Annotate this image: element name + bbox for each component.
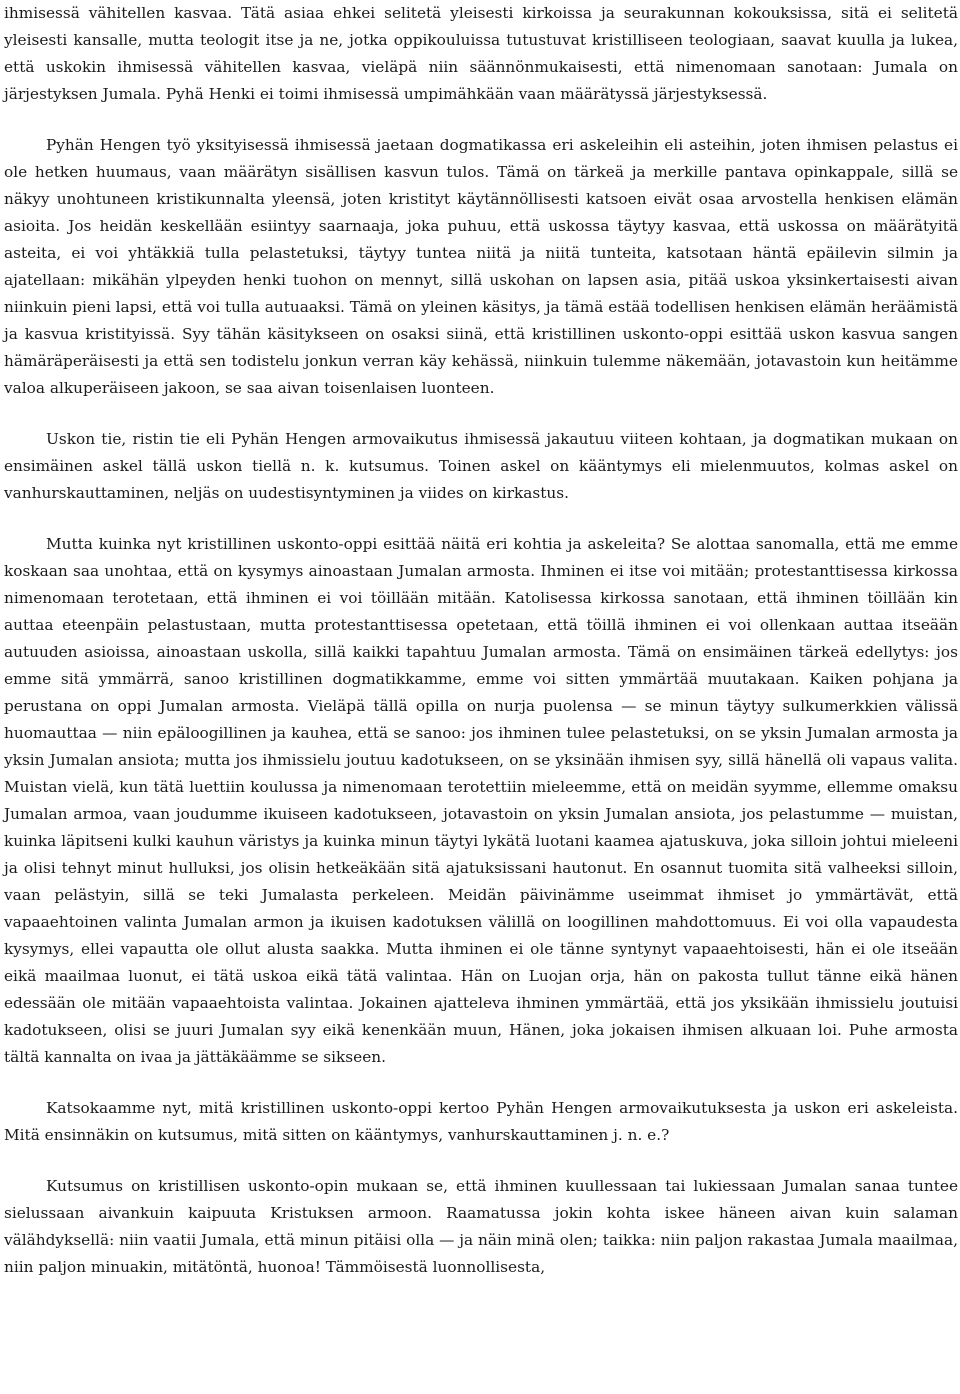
paragraph-gap: [4, 402, 958, 426]
document-page: [4, 0, 958, 1281]
paragraph-gap: [4, 108, 958, 132]
paragraph-gap: [4, 507, 958, 531]
paragraph-gap: [4, 1149, 958, 1173]
paragraph-calling: Kutsumus on kristillisen uskonto-opin mukaan se, että ihminen kuullessaan tai lukiessaan Jumalan sanaa tuntee sielussaan aivankuin kaipuuta Kristuksen armoon. Raamatussa jokin kohta iskee häneen aivan kuin salaman välähdyksellä: niin vaatii Jumala, että minun pitäisi olla — ja näin minä olen; taikka: niin paljon rakastaa Jumala maailmaa, niin paljon minuakin, mitätöntä, huonoa! Tämmöisestä luonnollisesta,: [4, 1177, 959, 1276]
paragraph-holy-spirit-work: Pyhän Hengen työ yksityisessä ihmisessä jaetaan dogmatikassa eri askeleihin eli asteihin, joten ihmisen pelastus ei ole hetken huumaus, vaan määrätyn sisällisen kasvun tulos. Tämä on tärkeä ja merkille pantava opinkappale, sillä se näkyy unohtuneen kristikunnalta yleensä, joten kristityt käytännöllisesti katsoen eivät osaa arvostella henkisen elämän asioita. Jos heidän keskellään esiintyy saarnaaja, joka puhuu, että uskossa täytyy kasvaa, että uskossa on määrätyitä asteita, ei voi yhtäkkiä tulla pelastetuksi, täytyy tuntea niitä ja niitä tunteita, katsotaan häntä epäilevin silmin ja ajatellaan: mikähän ylpeyden henki tuohon on mennyt, sillä uskohan on lapsen asia, pitää uskoa yksinkertaisesti aivan niinkuin pieni lapsi, että voi tulla autuaaksi. Tämä on yleinen käsitys, ja tämä estää todellisen henkisen elämän heräämistä ja kasvua kristityissä. Syy tähän käsitykseen on osaksi siinä, että kristillinen uskonto-oppi esittää uskon kasvua sangen hämäräperäisesti ja että sen todistelu jonkun verran käy kehässä, niinkuin tulemme näkemään, jotavastoin kun heitämme valoa alkuperäiseen jakoon, se saa aivan toisenlaisen luonteen.: [4, 136, 958, 397]
paragraph-continuation: ihmisessä vähitellen kasvaa. Tätä asiaa ehkei selitetä yleisesti kirkoissa ja seurakunnan kokouksissa, sitä ei selitetä yleisesti kansalle, mutta teologit itse ja ne, jotka oppikouluissa tutustuvat kristilliseen teologiaan, saavat kuulla ja lukea, että uskokin ihmisessä vähitellen kasvaa, vieläpä niin säännönmukaisesti, että nimenomaan sanotaan: Jumala on järjestyksen Jumala. Pyhä Henki ei toimi ihmisessä umpimähkään vaan määrätyssä järjestyksessä.: [4, 4, 958, 103]
paragraph-path-of-faith: Uskon tie, ristin tie eli Pyhän Hengen armovaikutus ihmisessä jakautuu viiteen kohtaan, ja dogmatikan mukaan on ensimäinen askel tällä uskon tiellä n. k. kutsumus. Toinen askel on kääntymys eli mielenmuutos, kolmas askel on vanhurskauttaminen, neljäs on uudestisyntyminen ja viides on kirkastus.: [4, 430, 958, 502]
paragraph-grace-doctrine: Mutta kuinka nyt kristillinen uskonto-oppi esittää näitä eri kohtia ja askeleita? Se alottaa sanomalla, että me emme koskaan saa unohtaa, että on kysymys ainoastaan Jumalan armosta. Ihminen ei itse voi mitään; protestanttisessa kirkossa nimenomaan terotetaan, että ihminen ei voi töillään mitään. Katolisessa kirkossa sanotaan, että ihminen töillään kin auttaa eteenpäin pelastustaan, mutta protestanttisessa opetetaan, että töillä ihminen ei voi ollenkaan auttaa itseään autuuden asioissa, ainoastaan uskolla, sillä kaikki tapahtuu Jumalan armosta. Tämä on ensimäinen tärkeä edellytys: jos emme sitä ymmärrä, sanoo kristillinen dogmatikkamme, emme voi sitten ymmärtää muutakaan. Kaiken pohjana ja perustana on oppi Jumalan armosta. Vieläpä tällä opilla on nurja puolensa — se minun täytyy sulkumerkkien välissä huomauttaa — niin epäloogillinen ja kauhea, että se sanoo: jos ihminen tulee pelastetuksi, on se yksin Jumalan armosta ja yksin Jumalan ansiota; mutta jos ihmissielu joutuu kadotukseen, on se yksinään ihmisen syy, sillä hänellä oli vapaus valita. Muistan vielä, kun tätä luettiin koulussa ja nimenomaan terotettiin mieleemme, että on meidän syymme, ellemme omaksu Jumalan armoa, vaan joudumme ikuiseen kadotukseen, jotavastoin on yksin Jumalan ansiota, jos pelastumme — muistan, kuinka läpitseni kulki kauhun väristys ja kuinka minun täytyi lykätä luotani kaamea ajatuskuva, joka silloin johtui mieleeni ja olisi tehnyt minut hulluksi, jos olisin hetkeäkään sitä ajatuksissani hautonut. En osannut tuomita sitä valheeksi silloin, vaan pelästyin, sillä se teki Jumalasta perkeleen. Meidän päivinämme useimmat ihmiset jo ymmärtävät, että vapaaehtoinen valinta Jumalan armon ja ikuisen kadotuksen välillä on loogillinen mahdottomuus. Ei voi olla vapaudesta kysymys, ellei vapautta ole ollut alusta saakka. Mutta ihminen ei ole tänne syntynyt vapaaehtoisesti, hän ei ole itseään eikä maailmaa luonut, ei tätä uskoa eikä tätä valintaa. Hän on Luojan orja, hän on pakosta tullut tänne eikä hänen edessään ole mitään vapaaehtoista valintaa. Jokainen ajatteleva ihminen ymmärtää, että jos yksikään ihmissielu joutuisi kadotukseen, olisi se juuri Jumalan syy eikä kenenkään muun, Hänen, joka jokaisen ihmisen alkuaan loi. Puhe armosta tältä kannalta on ivaa ja jättäkäämme se sikseen.: [4, 535, 958, 1066]
paragraph-gap: [4, 1071, 958, 1095]
paragraph-steps-question: Katsokaamme nyt, mitä kristillinen uskonto-oppi kertoo Pyhän Hengen armovaikutuksesta ja uskon eri askeleista. Mitä ensinnäkin on kutsumus, mitä sitten on kääntymys, vanhurskauttaminen j. n. e.?: [4, 1099, 958, 1144]
